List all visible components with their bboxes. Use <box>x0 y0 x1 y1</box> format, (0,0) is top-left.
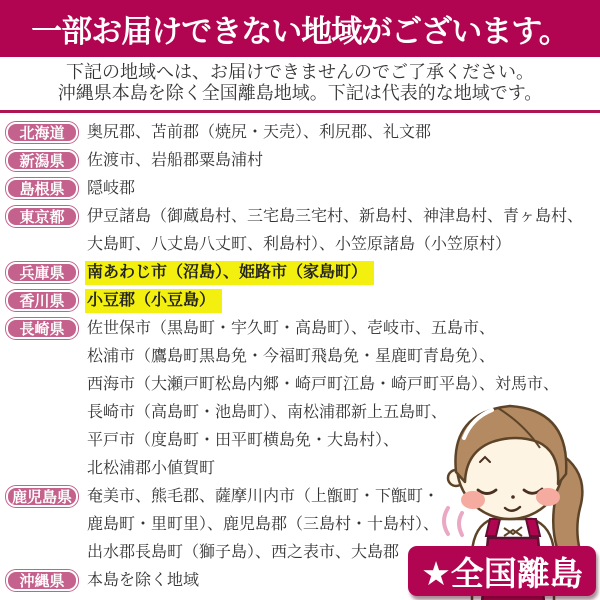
divider-line <box>0 110 600 113</box>
prefecture-badge: 香川県 <box>6 290 78 311</box>
region-lines <box>87 175 135 203</box>
region-list <box>0 119 600 595</box>
intro-text <box>0 62 600 104</box>
region-line: 長崎市（高島町・池島町）、南松浦郡新上五島町、 <box>87 404 448 421</box>
banner-title: 一部お届けできない地域がございます。 <box>31 14 569 49</box>
region-row <box>6 147 600 175</box>
region-lines <box>87 567 199 595</box>
region-line: 本島を除く地域 <box>87 572 200 589</box>
prefecture-badge: 沖縄県 <box>6 570 78 591</box>
prefecture-badge: 北海道 <box>6 122 78 143</box>
region-lines <box>87 259 374 287</box>
region-lines <box>87 119 431 147</box>
region-lines <box>87 315 559 483</box>
region-line: 西海市（大瀬戸町松島内郷・崎戸町江島・崎戸町平島）、対馬市、 <box>87 376 560 393</box>
region-line: 隠岐郡 <box>87 180 136 197</box>
region-line: 佐世保市（黒島町・宇久町・高島町）、壱岐市、五島市、 <box>87 320 496 337</box>
region-line: 奄美市、熊毛郡、薩摩川内市（上甑町・下甑町・ <box>87 488 440 505</box>
intro-line-2: 沖縄県本島を除く全国離島地域。下記は代表的な地域です。 <box>57 83 543 103</box>
region-line: 松浦市（鷹島町黒島免・今福町飛島免・星鹿町青島免）、 <box>87 348 496 365</box>
region-line: 伊豆諸島（御蔵島村、三宅島三宅村、新島村、神津島村、青ヶ島村、 <box>87 208 584 225</box>
region-line: 平戸市（度島町・田平町横島免・大島村）、 <box>87 432 400 449</box>
region-line-highlighted: 南あわじ市（沼島）、姫路市（家島町） <box>85 261 374 285</box>
region-line: 大島町、八丈島八丈町、利島村）、小笠原諸島（小笠原村） <box>87 236 512 253</box>
region-line: 北松浦郡小値賀町 <box>87 460 216 477</box>
prefecture-badge: 島根県 <box>6 178 78 199</box>
region-lines <box>87 287 222 315</box>
zenkoku-rito-badge <box>408 546 596 596</box>
prefecture-badge: 東京都 <box>6 206 78 227</box>
region-line: 奥尻郡、苫前郡（焼尻・天売）、利尻郡、礼文郡 <box>87 124 432 141</box>
region-line: 佐渡市、岩船郡粟島浦村 <box>87 152 264 169</box>
intro-line-1: 下記の地域へは、お届けできませんのでご了承ください。 <box>66 62 534 82</box>
region-row <box>6 175 600 203</box>
region-row <box>6 203 600 259</box>
region-lines <box>87 147 263 175</box>
banner <box>0 0 600 57</box>
region-lines <box>87 483 439 567</box>
prefecture-badge: 兵庫県 <box>6 262 78 283</box>
prefecture-badge: 長崎県 <box>6 318 78 339</box>
region-row <box>6 119 600 147</box>
region-line-highlighted: 小豆郡（小豆島） <box>85 289 222 313</box>
region-row <box>6 315 600 483</box>
region-line: 鹿島町・里町里）、鹿児島郡（三島村・十島村）、 <box>87 516 440 533</box>
zenkoku-rito-label: ★全国離島 <box>421 554 583 592</box>
prefecture-badge: 新潟県 <box>6 150 78 171</box>
region-lines <box>87 203 583 259</box>
region-line: 出水郡長島町（獅子島）、西之表市、大島郡 <box>87 544 400 561</box>
region-row <box>6 259 600 287</box>
region-row <box>6 287 600 315</box>
prefecture-badge: 鹿児島県 <box>6 486 78 507</box>
